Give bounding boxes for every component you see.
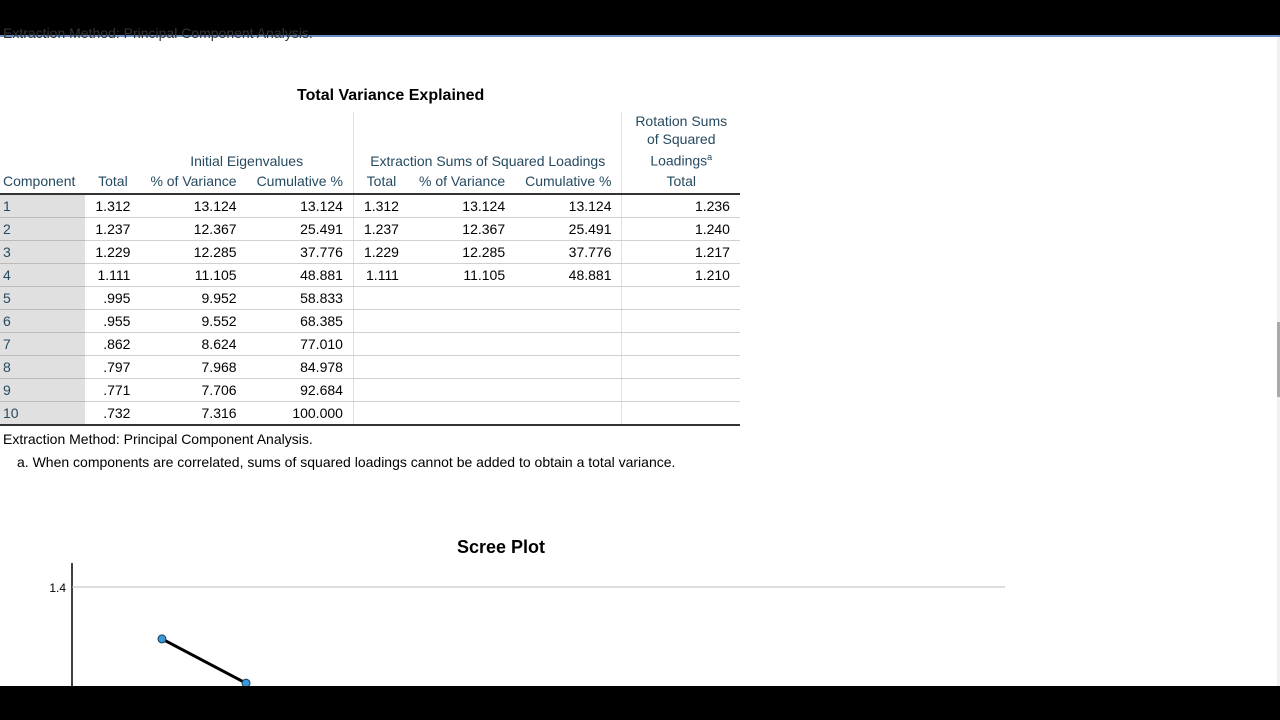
table-cell: 12.367 bbox=[409, 218, 515, 241]
table-cell: 13.124 bbox=[247, 194, 354, 218]
chart-title: Scree Plot bbox=[457, 537, 546, 557]
table-cell: 68.385 bbox=[247, 310, 354, 333]
column-header: Cumulative % bbox=[247, 170, 354, 194]
component-label: 7 bbox=[0, 333, 85, 356]
column-header: % of Variance bbox=[409, 170, 515, 194]
table-cell: 37.776 bbox=[247, 241, 354, 264]
table-cell bbox=[622, 287, 740, 310]
table-cell: 13.124 bbox=[140, 194, 246, 218]
column-header: % of Variance bbox=[140, 170, 246, 194]
table-cell: 1.111 bbox=[353, 264, 409, 287]
table-cell: 77.010 bbox=[247, 333, 354, 356]
table-cell: 84.978 bbox=[247, 356, 354, 379]
table-row bbox=[0, 241, 740, 264]
column-header: Total bbox=[622, 170, 740, 194]
table-cell: .771 bbox=[85, 379, 140, 402]
table-cell: 7.316 bbox=[140, 402, 246, 426]
table-title: Total Variance Explained bbox=[297, 87, 485, 104]
column-header: Total bbox=[85, 170, 140, 194]
table-cell bbox=[409, 356, 515, 379]
table-cell bbox=[515, 356, 622, 379]
table-cell bbox=[409, 310, 515, 333]
table-cell: 1.312 bbox=[85, 194, 140, 218]
table-cell: 12.285 bbox=[409, 241, 515, 264]
table-row bbox=[0, 379, 740, 402]
table-row bbox=[0, 264, 740, 287]
group-rotation-label: Rotation Sums of Squared Loadings bbox=[635, 113, 728, 169]
table-cell: 8.624 bbox=[140, 333, 246, 356]
table-cell: 13.124 bbox=[409, 194, 515, 218]
table-cell: 9.552 bbox=[140, 310, 246, 333]
group-rotation bbox=[622, 112, 740, 170]
component-label: 2 bbox=[0, 218, 85, 241]
table-cell bbox=[353, 333, 409, 356]
table-cell: 7.968 bbox=[140, 356, 246, 379]
table-cell bbox=[515, 310, 622, 333]
footnote-a: a. When components are correlated, sums of squared loadings cannot be added to obtain a total variance. bbox=[17, 454, 676, 470]
table-cell: .732 bbox=[85, 402, 140, 426]
table-cell: 48.881 bbox=[515, 264, 622, 287]
table-cell: .862 bbox=[85, 333, 140, 356]
table-row bbox=[0, 287, 740, 310]
bottom-bar bbox=[0, 686, 1280, 720]
variance-table bbox=[0, 112, 740, 426]
table-cell bbox=[353, 310, 409, 333]
component-label: 10 bbox=[0, 402, 85, 426]
table-cell bbox=[622, 356, 740, 379]
table-cell: 92.684 bbox=[247, 379, 354, 402]
table-row bbox=[0, 356, 740, 379]
table-cell: 1.237 bbox=[353, 218, 409, 241]
table-cell bbox=[622, 333, 740, 356]
table-cell: 1.237 bbox=[85, 218, 140, 241]
table-cell: 37.776 bbox=[515, 241, 622, 264]
table-cell bbox=[409, 402, 515, 426]
column-header: Cumulative % bbox=[515, 170, 622, 194]
table-cell: 12.367 bbox=[140, 218, 246, 241]
column-header: Component bbox=[0, 170, 85, 194]
table-cell: 7.706 bbox=[140, 379, 246, 402]
table-cell bbox=[409, 287, 515, 310]
table-cell: 1.236 bbox=[622, 194, 740, 218]
table-row bbox=[0, 194, 740, 218]
table-cell: 25.491 bbox=[247, 218, 354, 241]
table-cell: 100.000 bbox=[247, 402, 354, 426]
data-point bbox=[158, 635, 166, 643]
table-cell bbox=[353, 402, 409, 426]
table-cell: 1.240 bbox=[622, 218, 740, 241]
table-cell bbox=[515, 379, 622, 402]
table-cell bbox=[515, 287, 622, 310]
table-row bbox=[0, 310, 740, 333]
table-cell: 9.952 bbox=[140, 287, 246, 310]
footnote-marker: a bbox=[707, 152, 713, 163]
table-cell: 25.491 bbox=[515, 218, 622, 241]
group-initial: Initial Eigenvalues bbox=[190, 153, 304, 169]
table-cell bbox=[409, 333, 515, 356]
table-cell bbox=[515, 402, 622, 426]
table-cell: 11.105 bbox=[140, 264, 246, 287]
table-cell bbox=[409, 379, 515, 402]
component-label: 4 bbox=[0, 264, 85, 287]
table-cell bbox=[622, 379, 740, 402]
table-cell: 11.105 bbox=[409, 264, 515, 287]
table-row bbox=[0, 402, 740, 426]
component-label: 6 bbox=[0, 310, 85, 333]
footnote-method: Extraction Method: Principal Component Analysis. bbox=[3, 431, 313, 447]
table-cell: .995 bbox=[85, 287, 140, 310]
scree-line bbox=[162, 639, 246, 683]
table-cell: 1.217 bbox=[622, 241, 740, 264]
table-cell: 1.210 bbox=[622, 264, 740, 287]
previous-footnote: Extraction Method: Principal Component Analysis. bbox=[3, 25, 313, 41]
table-cell: .797 bbox=[85, 356, 140, 379]
table-row bbox=[0, 218, 740, 241]
component-label: 9 bbox=[0, 379, 85, 402]
table-cell: 1.312 bbox=[353, 194, 409, 218]
scree-plot bbox=[0, 560, 1010, 686]
table-container bbox=[0, 112, 740, 471]
component-label: 3 bbox=[0, 241, 85, 264]
table-cell: 1.229 bbox=[85, 241, 140, 264]
component-label: 5 bbox=[0, 287, 85, 310]
component-label: 1 bbox=[0, 194, 85, 218]
table-row bbox=[0, 333, 740, 356]
table-cell bbox=[353, 287, 409, 310]
table-cell: 48.881 bbox=[247, 264, 354, 287]
table-cell bbox=[622, 310, 740, 333]
column-header: Total bbox=[353, 170, 409, 194]
table-cell: 13.124 bbox=[515, 194, 622, 218]
component-label: 8 bbox=[0, 356, 85, 379]
table-cell: .955 bbox=[85, 310, 140, 333]
table-cell bbox=[515, 333, 622, 356]
table-cell: 58.833 bbox=[247, 287, 354, 310]
table-cell: 1.111 bbox=[85, 264, 140, 287]
table-cell: 1.229 bbox=[353, 241, 409, 264]
table-cell bbox=[622, 402, 740, 426]
table-cell bbox=[353, 356, 409, 379]
table-cell: 12.285 bbox=[140, 241, 246, 264]
table-cell bbox=[353, 379, 409, 402]
y-tick-label: 1.4 bbox=[49, 581, 66, 595]
data-point bbox=[242, 679, 250, 686]
group-extraction: Extraction Sums of Squared Loadings bbox=[353, 112, 622, 170]
